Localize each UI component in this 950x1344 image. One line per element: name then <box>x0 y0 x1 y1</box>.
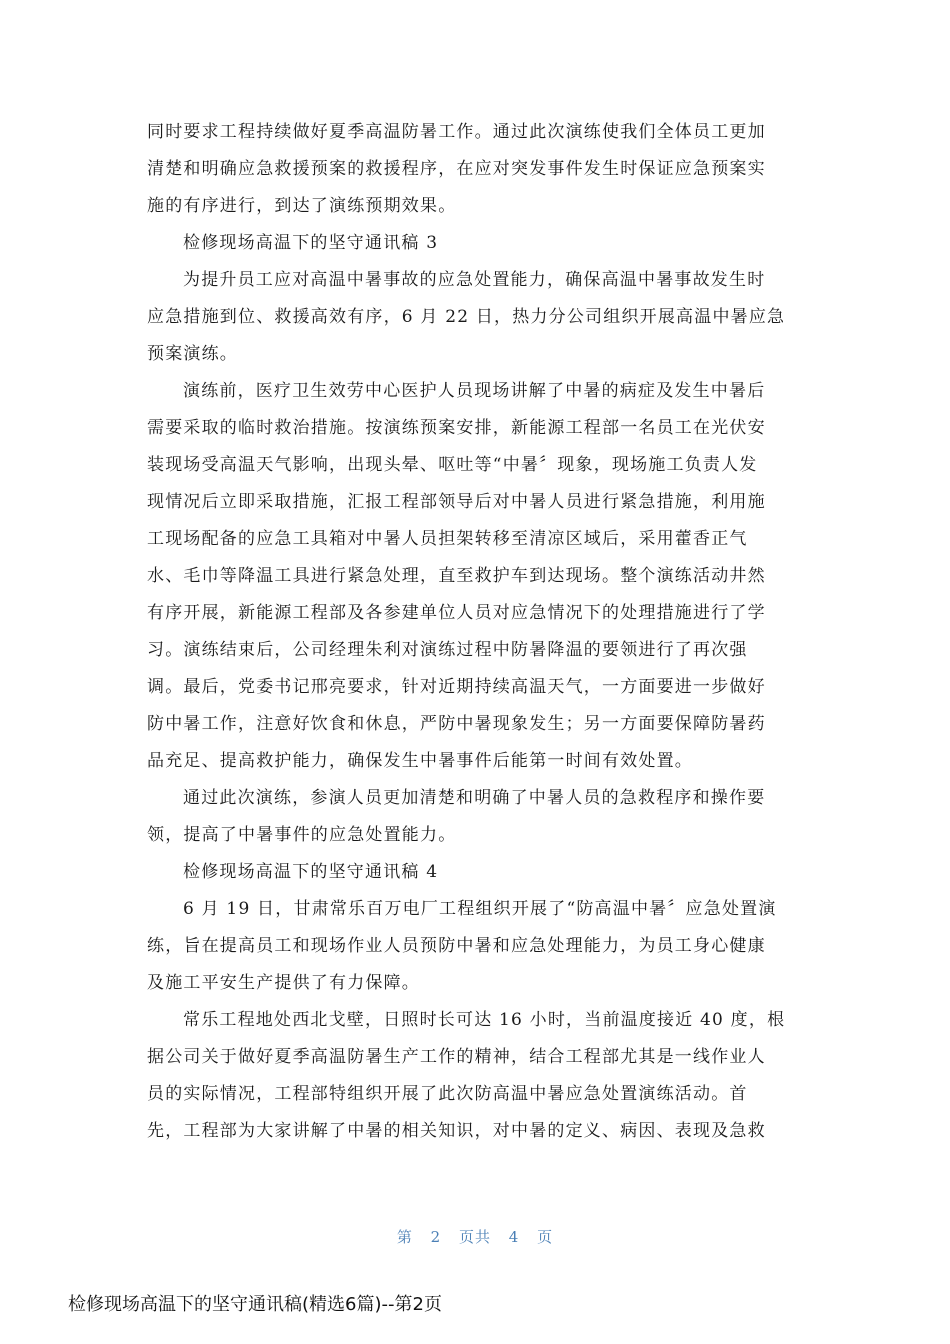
body-line: 水、毛巾等降温工具进行紧急处理，直至救护车到达现场。整个演练活动井然 <box>147 566 766 586</box>
body-line: 演练前，医疗卫生效劳中心医护人员现场讲解了中暑的病症及发生中暑后 <box>183 381 766 401</box>
body-line: 常乐工程地处西北戈壁，日照时长可达 16 小时，当前温度接近 40 度，根 <box>183 1010 786 1030</box>
body-line: 品充足、提高救护能力，确保发生中暑事件后能第一时间有效处置。 <box>147 751 693 771</box>
body-line: 为提升员工应对高温中暑事故的应急处置能力，确保高温中暑事故发生时 <box>183 270 766 290</box>
footer-total-pages: 4 <box>508 1228 520 1246</box>
body-line: 习。演练结束后，公司经理朱利对演练过程中防暑降温的要领进行了再次强 <box>147 640 748 660</box>
body-line: 员的实际情况，工程部特组织开展了此次防高温中暑应急处置演练活动。首 <box>147 1084 748 1104</box>
body-line: 同时要求工程持续做好夏季高温防暑工作。通过此次演练使我们全体员工更加 <box>147 122 766 142</box>
footer-page-number: 2 <box>430 1228 442 1246</box>
body-line: 清楚和明确应急救援预案的救援程序，在应对突发事件发生时保证应急预案实 <box>147 159 766 179</box>
footer-ye-gong: 页共 <box>458 1228 491 1246</box>
body-line: 据公司关于做好夏季高温防暑生产工作的精神，结合工程部尤其是一线作业人 <box>147 1047 766 1067</box>
page-footer <box>0 1226 950 1247</box>
body-line: 应急措施到位、救援高效有序，6 月 22 日，热力分公司组织开展高温中暑应急 <box>147 307 786 327</box>
section-heading: 检修现场高温下的坚守通讯稿 3 <box>183 233 439 253</box>
body-line: 装现场受高温天气影响，出现头晕、呕吐等“中暑〞现象，现场施工负责人发 <box>147 455 758 475</box>
footer-di: 第 <box>396 1228 413 1246</box>
body-line: 练，旨在提高员工和现场作业人员预防中暑和应急处理能力，为员工身心健康 <box>147 936 766 956</box>
body-line: 防中暑工作，注意好饮食和休息，严防中暑现象发生；另一方面要保障防暑药 <box>147 714 766 734</box>
body-line: 6 月 19 日，甘肃常乐百万电厂工程组织开展了“防高温中暑〞应急处置演 <box>183 899 777 919</box>
body-line: 及施工平安生产提供了有力保障。 <box>147 973 420 993</box>
section-heading: 检修现场高温下的坚守通讯稿 4 <box>183 862 439 882</box>
body-line: 调。最后，党委书记邢亮要求，针对近期持续高温天气，一方面要进一步做好 <box>147 677 766 697</box>
body-line: 现情况后立即采取措施，汇报工程部领导后对中暑人员进行紧急措施，利用施 <box>147 492 766 512</box>
body-line: 领，提高了中暑事件的应急处置能力。 <box>147 825 457 845</box>
body-line: 工现场配备的应急工具箱对中暑人员担架转移至清凉区域后，采用藿香正气 <box>147 529 748 549</box>
body-line: 先，工程部为大家讲解了中暑的相关知识，对中暑的定义、病因、表现及急救 <box>147 1121 766 1141</box>
body-line: 预案演练。 <box>147 344 238 364</box>
body-line: 通过此次演练，参演人员更加清楚和明确了中暑人员的急救程序和操作要 <box>183 788 766 808</box>
body-line: 有序开展，新能源工程部及各参建单位人员对应急情况下的处理措施进行了学 <box>147 603 766 623</box>
body-line: 需要采取的临时救治措施。按演练预案安排，新能源工程部一名员工在光伏安 <box>147 418 766 438</box>
body-line: 施的有序进行，到达了演练预期效果。 <box>147 196 457 216</box>
footer-ye: 页 <box>537 1228 554 1246</box>
document-title-caption: 检修现场高温下的坚守通讯稿(精选6篇)--第2页 <box>68 1294 442 1315</box>
